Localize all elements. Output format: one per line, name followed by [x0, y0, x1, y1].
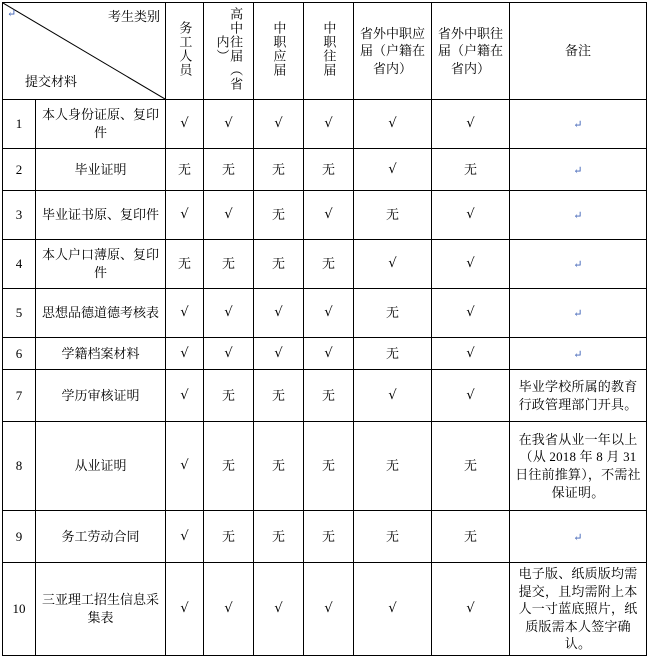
cell-work: 无: [166, 240, 204, 289]
row-number: 3: [3, 191, 36, 240]
paragraph-mark-icon: ↵: [573, 308, 583, 321]
cell-high-school: 无: [204, 240, 254, 289]
cell-voc-new: √: [254, 563, 304, 656]
row-number: 6: [3, 338, 36, 370]
cell-high-school: 无: [204, 149, 254, 191]
cell-out-voc-new: √: [354, 240, 432, 289]
cell-voc-new: √: [254, 338, 304, 370]
cell-high-school: √: [204, 338, 254, 370]
cell-high-school: √: [204, 100, 254, 149]
cell-remark: [510, 511, 647, 563]
cell-voc-old: √: [304, 289, 354, 338]
cell-remark: [510, 191, 647, 240]
cell-work: √: [166, 191, 204, 240]
table-row: [3, 100, 647, 149]
cell-work: √: [166, 289, 204, 338]
row-material: 三亚理工招生信息采集表: [36, 563, 166, 656]
cell-remark: [510, 289, 647, 338]
cell-remark: [510, 240, 647, 289]
header-corner-cell: [3, 3, 166, 100]
table-row: [3, 422, 647, 511]
cell-work: √: [166, 100, 204, 149]
header-col-out-voc-old: 省外中职往届（户籍在省内）: [432, 3, 510, 100]
cell-out-voc-new: √: [354, 100, 432, 149]
paragraph-mark-icon: ↵: [7, 8, 17, 20]
header-col-voc-old: 中职往届: [304, 3, 354, 100]
paragraph-mark-icon: ↵: [573, 348, 583, 361]
header-col-voc-new: 中职应届: [254, 3, 304, 100]
paragraph-mark-icon: ↵: [573, 119, 583, 132]
cell-out-voc-new: √: [354, 149, 432, 191]
cell-out-voc-new: 无: [354, 511, 432, 563]
cell-out-voc-old: √: [432, 191, 510, 240]
row-material: 学籍档案材料: [36, 338, 166, 370]
cell-voc-new: √: [254, 100, 304, 149]
cell-out-voc-new: √: [354, 370, 432, 422]
table-row: [3, 338, 647, 370]
row-material: 思想品德道德考核表: [36, 289, 166, 338]
cell-remark: [510, 338, 647, 370]
cell-work: √: [166, 563, 204, 656]
cell-voc-new: 无: [254, 240, 304, 289]
cell-work: 无: [166, 149, 204, 191]
row-material: 本人户口薄原、复印件: [36, 240, 166, 289]
cell-work: √: [166, 422, 204, 511]
cell-voc-old: 无: [304, 240, 354, 289]
header-col-high-school: 高中往届（省内）: [204, 3, 254, 100]
paragraph-mark-icon: ↵: [573, 531, 583, 544]
cell-voc-old: √: [304, 563, 354, 656]
cell-out-voc-old: 无: [432, 422, 510, 511]
cell-voc-old: √: [304, 338, 354, 370]
cell-out-voc-old: 无: [432, 511, 510, 563]
cell-voc-old: 无: [304, 422, 354, 511]
cell-work: √: [166, 338, 204, 370]
row-material: 毕业证明: [36, 149, 166, 191]
cell-voc-new: 无: [254, 191, 304, 240]
row-material: 从业证明: [36, 422, 166, 511]
cell-out-voc-new: 无: [354, 191, 432, 240]
row-number: 5: [3, 289, 36, 338]
cell-voc-old: 无: [304, 149, 354, 191]
cell-out-voc-old: √: [432, 563, 510, 656]
document-page: [0, 2, 648, 670]
requirements-table: [2, 2, 647, 656]
cell-high-school: 无: [204, 370, 254, 422]
row-material: 毕业证书原、复印件: [36, 191, 166, 240]
cell-voc-new: 无: [254, 370, 304, 422]
cell-remark: [510, 100, 647, 149]
cell-out-voc-new: 无: [354, 289, 432, 338]
row-material: 务工劳动合同: [36, 511, 166, 563]
cell-voc-new: 无: [254, 149, 304, 191]
header-candidate-category-label: 考生类别: [107, 9, 160, 24]
cell-work: √: [166, 370, 204, 422]
cell-voc-old: 无: [304, 370, 354, 422]
cell-high-school: 无: [204, 511, 254, 563]
row-number: 10: [3, 563, 36, 656]
header-submitted-material-label: 提交材料: [25, 74, 78, 90]
row-number: 9: [3, 511, 36, 563]
paragraph-mark-icon: ↵: [573, 210, 583, 223]
cell-out-voc-new: 无: [354, 338, 432, 370]
cell-out-voc-old: √: [432, 338, 510, 370]
row-number: 7: [3, 370, 36, 422]
row-number: 1: [3, 100, 36, 149]
cell-voc-old: √: [304, 100, 354, 149]
cell-out-voc-new: 无: [354, 422, 432, 511]
row-material: 本人身份证原、复印件: [36, 100, 166, 149]
table-row: [3, 191, 647, 240]
cell-high-school: √: [204, 563, 254, 656]
table-row: [3, 511, 647, 563]
cell-remark: [510, 149, 647, 191]
paragraph-mark-icon: ↵: [573, 259, 583, 272]
cell-voc-new: √: [254, 289, 304, 338]
cell-voc-new: 无: [254, 422, 304, 511]
table-row: [3, 563, 647, 656]
table-header-row: [3, 3, 647, 100]
header-col-remark: 备注: [510, 3, 647, 100]
cell-high-school: √: [204, 191, 254, 240]
cell-out-voc-old: 无: [432, 149, 510, 191]
table-row: [3, 289, 647, 338]
cell-out-voc-old: √: [432, 240, 510, 289]
paragraph-mark-icon: ↵: [573, 164, 583, 177]
cell-high-school: 无: [204, 422, 254, 511]
cell-out-voc-old: √: [432, 289, 510, 338]
cell-voc-new: 无: [254, 511, 304, 563]
cell-out-voc-old: √: [432, 370, 510, 422]
row-number: 2: [3, 149, 36, 191]
table-row: [3, 240, 647, 289]
table-row: [3, 149, 647, 191]
cell-remark: 毕业学校所属的教育行政管理部门开具。: [510, 370, 647, 422]
header-col-work: 务工人员: [166, 3, 204, 100]
cell-out-voc-old: √: [432, 100, 510, 149]
cell-voc-old: 无: [304, 511, 354, 563]
cell-out-voc-new: √: [354, 563, 432, 656]
row-number: 4: [3, 240, 36, 289]
table-row: [3, 370, 647, 422]
row-material: 学历审核证明: [36, 370, 166, 422]
cell-high-school: √: [204, 289, 254, 338]
header-col-out-voc-new: 省外中职应届（户籍在省内）: [354, 3, 432, 100]
cell-remark: 电子版、纸质版均需提交，且均需附上本人一寸蓝底照片，纸质版需本人签字确认。: [510, 563, 647, 656]
row-number: 8: [3, 422, 36, 511]
cell-remark: 在我省从业一年以上（从 2018 年 8 月 31 日往前推算），不需社保证明。: [510, 422, 647, 511]
cell-voc-old: √: [304, 191, 354, 240]
cell-work: √: [166, 511, 204, 563]
